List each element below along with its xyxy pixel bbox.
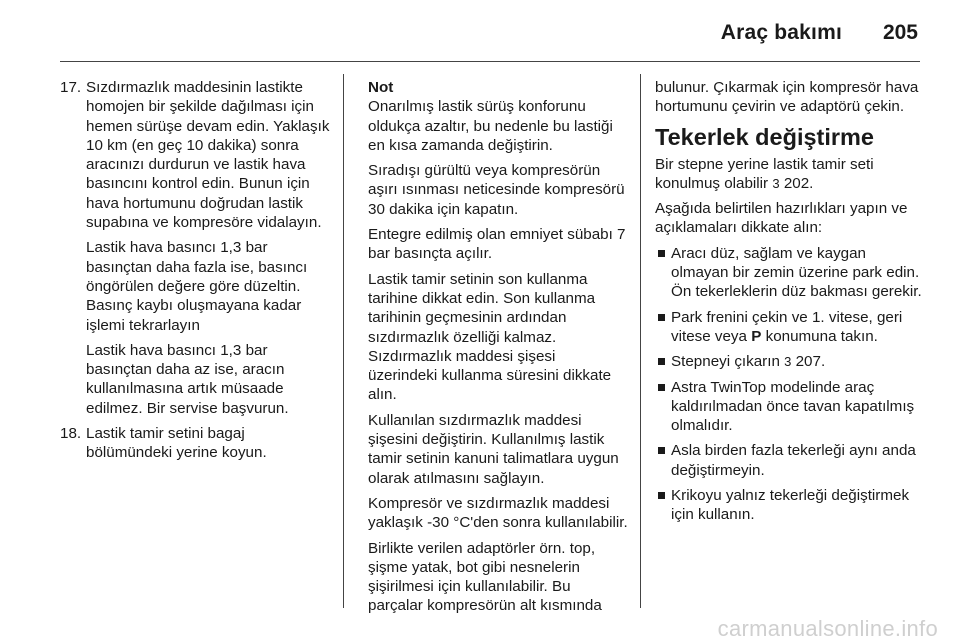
bullet-square-icon	[658, 384, 665, 391]
intro-text: Bir stepne yerine lastik tamir seti konulmuş olabilir	[655, 155, 874, 192]
page-number: 205	[882, 21, 918, 44]
list-item-text: Aracı düz, sağlam ve kaygan olmayan bir zemin üzerine park edin. Ön tekerleklerin düz bakması gerekir.	[671, 244, 922, 301]
page-reference-arrow-icon: 3	[772, 175, 780, 191]
paragraph: Kompresör ve sızdırmazlık maddesi yaklaşık -30 °C'den sonra kullanılabilir.	[368, 494, 628, 532]
bullet-square-icon	[658, 492, 665, 499]
page-title: Araç bakımı	[720, 21, 842, 44]
paragraph: Sıradışı gürültü veya kompresörün aşırı ısınması neticesinde kompresörü 30 dakika için kapatın.	[368, 162, 625, 218]
paragraph: Lastik tamir setinin son kullanma tarihine dikkat edin. Son kullanma tarihinin geçmesinin ardından sızdırmazlık özelliği kalmaz. Sızdırmazlık maddesi şişesi üzerindeki kullanma süresini dikkate alın.	[368, 270, 612, 404]
paragraph: bulunur. Çıkarmak için kompresör hava hortumunu çevirin ve adaptörü çekin.	[655, 79, 919, 116]
list-item-text: Stepneyi çıkarın	[671, 353, 780, 371]
note-text: Onarılmış lastik sürüş konforunu oldukça azaltır, bu nedenle bu lastiği en kısa zamanda değiştirin.	[368, 98, 613, 154]
item-subparagraph: Lastik hava basıncı 1,3 bar basınçtan daha az ise, aracın kullanılmasına artık müsaade edilmez. Bir servise başvurun.	[86, 341, 289, 417]
watermark: carmanualsonline.info	[717, 616, 938, 641]
column-divider-1	[343, 74, 344, 608]
column-right	[655, 78, 927, 531]
item-number: 18.	[60, 425, 82, 443]
list-item-text: Krikoyu yalnız tekerleği değiştirmek için kullanın.	[671, 487, 910, 524]
list-item-17	[60, 78, 330, 418]
paragraph: Aşağıda belirtilen hazırlıkları yapın ve açıklamaları dikkate alın:	[655, 200, 908, 237]
section-heading: Tekerlek değiştirme	[655, 123, 875, 150]
column-left	[60, 78, 330, 469]
bullet-list	[655, 244, 927, 525]
note-label: Not	[368, 79, 394, 96]
item-text: Lastik tamir setini bagaj bölümündeki yerine koyun.	[86, 425, 267, 462]
paragraph: Entegre edilmiş olan emniyet sübabı 7 bar basınçta açılır.	[368, 226, 626, 263]
list-item-text: Astra TwinTop modelinde araç kaldırılmadan önce tavan kapatılmış olmalıdır.	[671, 378, 915, 435]
list-item-text: Asla birden fazla tekerleği aynı anda değiştirmeyin.	[671, 442, 916, 479]
paragraph: Birlikte verilen adaptörler örn. top, şişme yatak, bot gibi nesnelerin şişirilmesi için kullanılabilir. Bu parçalar kompresörün alt kısmında	[368, 539, 602, 615]
item-text: Sızdırmazlık maddesinin lastikte homojen bir şekilde dağılması için hemen sürüşe devam edin. Yaklaşık 10 km (en geç 10 dakika) sonra aracınızı durdurun ve lastik hava basıncını kontrol edin. Bunun için hava hortumunu doğrudan lastik supabına ve kompresöre vidalayın.	[86, 79, 330, 232]
paragraph	[655, 155, 927, 194]
page-reference-arrow-icon: 3	[784, 354, 792, 370]
bullet-square-icon	[658, 250, 665, 257]
page-reference[interactable]: 202.	[783, 174, 814, 192]
list-item-text: konumuna takın.	[765, 327, 878, 345]
bullet-square-icon	[658, 447, 665, 454]
list-item	[655, 352, 927, 371]
page-header	[0, 0, 960, 60]
list-item	[655, 308, 927, 347]
list-item	[655, 486, 927, 525]
bullet-square-icon	[658, 358, 665, 365]
list-item-text: Park frenini çekin ve 1. vitese, geri vitese veya	[671, 308, 903, 345]
paragraph: Kullanılan sızdırmazlık maddesi şişesini değiştirin. Kullanılmış lastik tamir setinin kanuni talimatlara uygun olarak atılmasını sağlayın.	[368, 411, 619, 487]
list-item	[655, 441, 927, 480]
page-reference[interactable]: 207.	[795, 353, 826, 371]
list-item	[655, 244, 927, 302]
header-divider	[60, 61, 920, 62]
list-item-18	[60, 424, 330, 463]
item-number: 17.	[60, 79, 82, 96]
column-divider-2	[640, 74, 641, 608]
list-item	[655, 378, 927, 436]
column-middle	[368, 78, 628, 622]
note-paragraph	[368, 78, 628, 155]
item-subparagraph: Lastik hava basıncı 1,3 bar basınçtan daha fazla ise, basıncı öngörülen değere göre düzeltin. Basınç kaybı oluşmayana kadar işlemi tekrarlayın	[86, 239, 308, 334]
gear-position-label: P	[751, 327, 762, 345]
bullet-square-icon	[658, 314, 665, 321]
